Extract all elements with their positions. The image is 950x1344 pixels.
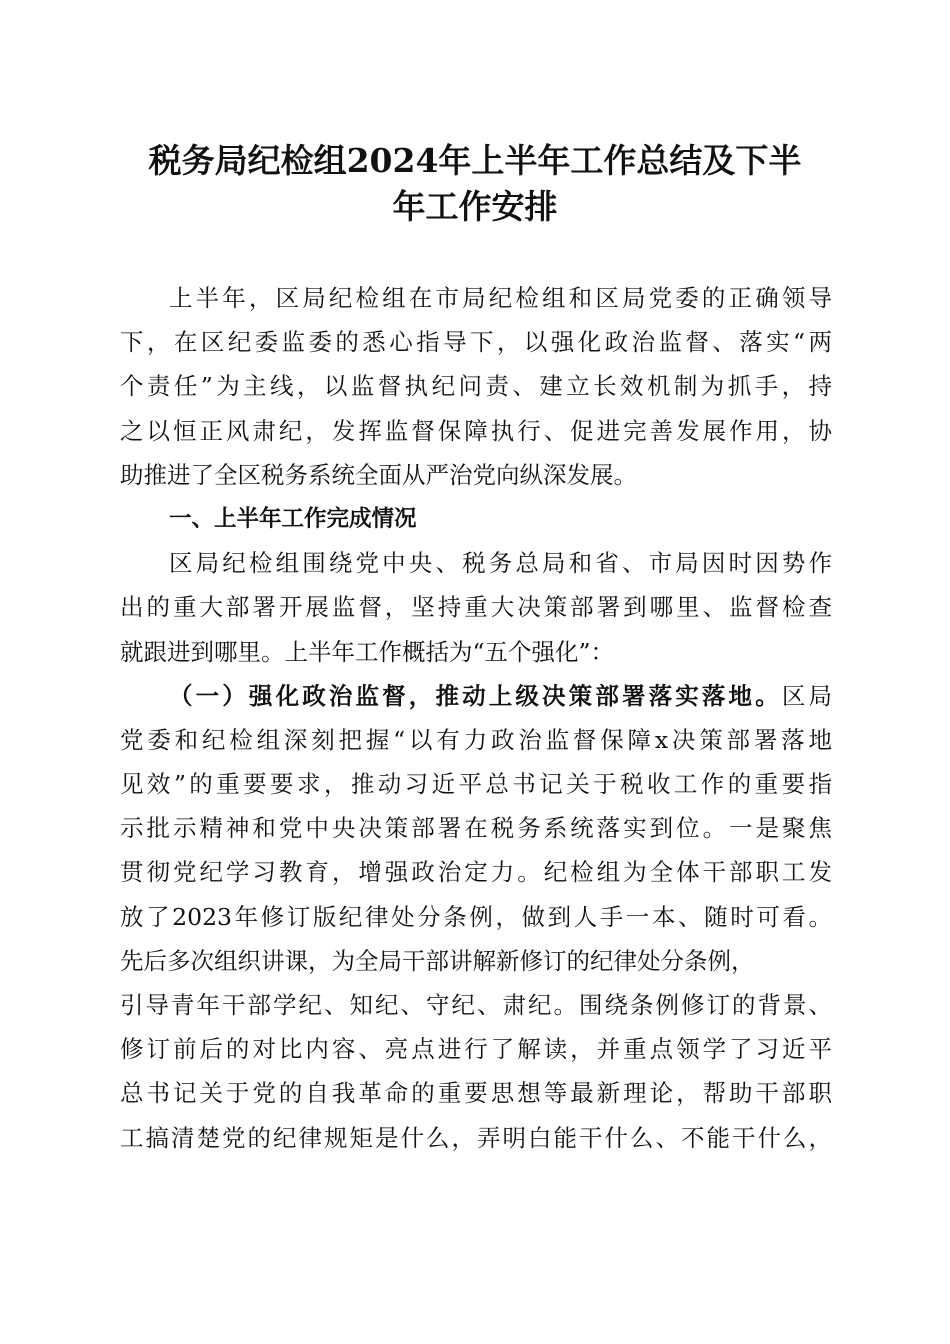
subsection-1-line: 先后多次组织讲课，为全局干部讲解新修订的纪律处分条例， [120,946,755,975]
section-1-paragraph [120,541,832,674]
intro-line: 助推进了全区税务系统全面从严治党向纵深发展。 [120,460,637,489]
subsection-1-line: 贯彻党纪学习教育，增强政治定力。纪检组为全体干部职工发 [120,858,832,887]
intro-line: 之以恒正风肃纪，发挥监督保障执行、促进完善发展作用，协 [120,416,832,445]
section-1-line: 就跟进到哪里。上半年工作概括为“五个强化”： [120,637,615,666]
subsection-1-line: 引导青年干部学纪、知纪、守纪、肃纪。围绕条例修订的背景、 [120,991,832,1019]
section-1-line: 出的重大部署开展监督，坚持重大决策部署到哪里、监督检查 [120,593,832,622]
document-title [110,138,840,230]
subsection-1-paragraph [120,674,832,1160]
subsection-1-first-tail: 区局 [781,681,833,710]
subsection-1-line: 总书记关于党的自我革命的重要思想等最新理论，帮助干部职 [120,1079,832,1108]
subsection-1-line: 党委和纪检组深刻把握“以有力政治监督保障x决策部署落地 [120,725,832,754]
title-line-2: 年工作安排 [392,187,558,226]
subsection-1-line: 示批示精神和党中央决策部署在税务系统落实到位。一是聚焦 [120,814,832,843]
section-1-heading: 一、上半年工作完成情况 [169,505,417,532]
intro-paragraph [120,276,832,497]
intro-line: 个责任”为主线，以监督执纪问责、建立长效机制为抓手，持 [120,372,832,401]
section-1-line: 区局纪检组围绕党中央、税务总局和省、市局因时因势作 [169,549,832,578]
subsection-1-line: 修订前后的对比内容、亮点进行了解读，并重点领学了习近平 [120,1035,832,1064]
title-line-1: 税务局纪检组2024年上半年工作总结及下半 [148,141,802,180]
document-body [120,276,832,1160]
intro-line: 下，在区纪委监委的悉心指导下，以强化政治监督、落实“两 [120,328,832,357]
subsection-1-line: 见效”的重要要求，推动习近平总书记关于税收工作的重要指 [120,770,832,799]
subsection-1-line: 放了2023年修订版纪律处分条例，做到人手一本、随时可看。 [120,902,832,931]
subsection-1-line: 工搞清楚党的纪律规矩是什么，弄明白能干什么、不能干什么， [120,1123,832,1152]
intro-line: 上半年，区局纪检组在市局纪检组和区局党委的正确领导 [169,284,832,312]
subsection-1-heading: （一）强化政治监督，推动上级决策部署落实落地。 [169,681,782,710]
subsection-1-first-line [120,674,832,718]
